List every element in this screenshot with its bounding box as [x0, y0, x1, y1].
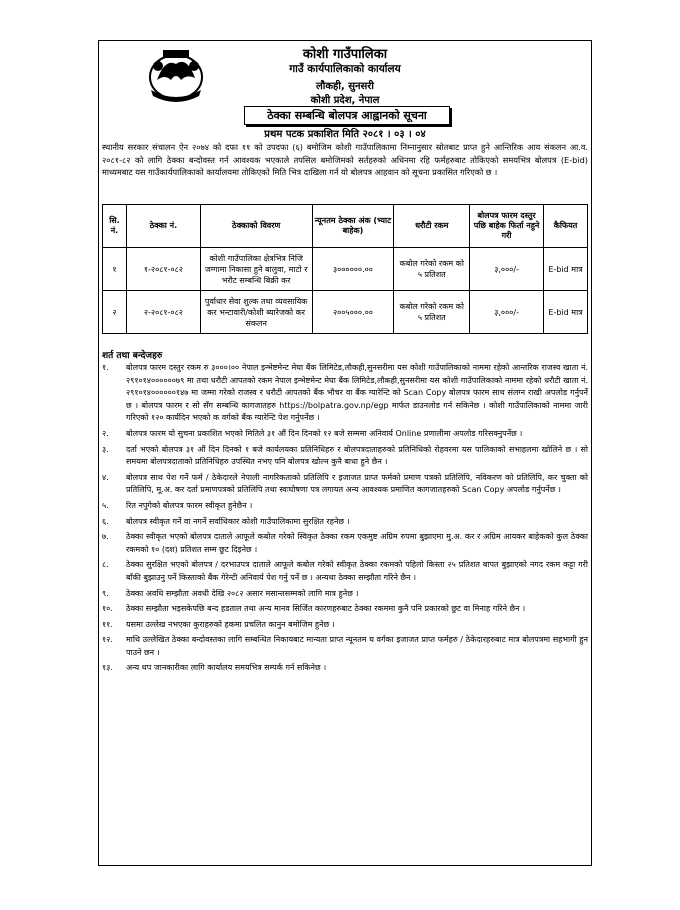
condition-item	[102, 362, 588, 425]
cell-remarks: E-bid मात्र	[544, 291, 588, 334]
condition-number: ६.	[102, 516, 109, 526]
condition-text: माथि उल्लेखित ठेक्का बन्दोवस्तका लागि सम्बन्धित निकायबाट मान्यता प्राप्त न्यूनतम घ वर्गका इजाजत प्राप्त फर्महरु / ठेकेदारहरुबाट मात्र बोलपत्रमा सहभागी हुन पाउने छन ।	[126, 635, 588, 657]
cell-min-amount: २००५०००.००	[312, 291, 394, 334]
table-row	[103, 291, 588, 334]
cell-sn: १	[103, 248, 127, 291]
cell-contract-no: २-२०८१-०८२	[126, 291, 200, 334]
col-header-form-fee: बोलपत्र फारम दस्तुर पछि बाहेक फिर्ता नहुने गरी	[470, 205, 544, 248]
cell-form-fee: ३,०००/-	[470, 291, 544, 334]
condition-text: बोलपत्र फारम दस्तुर रकम रु ३०००।०० नेपाल इन्भेष्टमेन्ट मेघा बैंक लिमिटेड,लौकही,सुनसरीमा यस कोशी गाउँपालिकाको नाममा रहेको आन्तरिक राजस्व खाता नं. २९१०१४००००००७९ मा तथा धरौटी आपतको रकम नेपाल इन्भेष्टमेन्ट मेघा बैंक लिमिटेड,लौकही,सुनसरीमा यस कोशी गाउँपालिकाको नाममा रहेको धरौटी खाता नं. २९१०१४००००००१४७ मा जम्मा गरेको राजस्व र धरौटी आपतको बैंक भौचर वा बैंक ग्यारेन्टि को Scan Copy बोलपत्र फारम साथ संलग्न राखी अपलोड गर्नुपर्ने छ । बोलपत्र फारम र सो सँग सम्बन्धि कागजातहरु https://bolpatra.gov.np/egp मार्फत डाउनलोड गर्न सकिनेछ । कोशी गाउँपालिकाको नाममा जारी गरिएको १२० कार्यदिन भएको क वर्गको बैंक ग्यारेन्टि पेश गर्नुपर्नेछ ।	[126, 363, 588, 423]
table-row	[103, 248, 588, 291]
col-header-min-amount: न्यूनतम ठेक्का अंक (भ्याट बाहेक)	[312, 205, 394, 248]
condition-item	[102, 500, 588, 513]
condition-text: बोलपत्र फारम यो सुचना प्रकाशित भएको मितिले ३१ औं दिन दिनको १२ बजे सम्ममा अनिवार्य Online प्रणालीमा अपलोड गरिसक्नुपर्नेछ ।	[126, 428, 523, 438]
condition-text: ठेक्का अवधि सम्झौता अवधी देखि २०८२ असार मसान्तसम्मको लागि मात्र हुनेछ ।	[126, 588, 359, 598]
condition-text: ठेक्का सुरक्षित भएको बोलपत्र / दरभाउपत्र दाताले आफूले कबोल गरेको स्वीकृत ठेक्का रकमको पहिलो किस्ता २५ प्रतिशत बापत बुझाएको नगद रकम कट्टा गरी बाँकी बुझाउनु पर्ने किस्ताको बैंक गेरेन्टी अनिवार्य पेश गर्नु पर्ने छ । अन्यथा ठेक्का सम्झौता गरिने छैन ।	[126, 560, 588, 582]
publication-date: प्रथम पटक प्रकाशित मिति २०८१ । ०३ । ०४	[264, 129, 426, 140]
condition-item	[102, 444, 588, 469]
condition-number: ८.	[102, 560, 109, 570]
conditions-list	[102, 362, 588, 678]
condition-text: यसमा उल्लेख नभएका कुराहरुको हकमा प्रचलित कानुन बमोजिम हुनेछ ।	[126, 619, 335, 629]
condition-number: ११.	[102, 619, 113, 629]
condition-number: २.	[102, 428, 109, 438]
col-header-description: ठेक्काको विवरण	[200, 205, 312, 248]
condition-text: अन्य थप जानकारीका लागि कार्यालय समयभित्र सम्पर्क गर्न सकिनेछ ।	[126, 663, 327, 673]
office-location: लौकही, सुनसरी	[316, 81, 374, 92]
condition-item	[102, 634, 588, 659]
condition-item	[102, 662, 588, 675]
contract-table	[102, 204, 588, 334]
condition-text: ठेक्का सम्झौता भइसकेपछि बन्द हडताल तथा अन्य मानव सिर्जित कारणहरुबाट ठेक्का रकममा कुनै पनि प्रकारको छुट वा मिनाह गरिने छैन ।	[126, 604, 526, 614]
cell-remarks: E-bid मात्र	[544, 248, 588, 291]
condition-number: १३.	[102, 663, 113, 673]
condition-item	[102, 428, 588, 441]
notice-title: ठेक्का सम्बन्धि बोलपत्र आह्वानको सूचना	[244, 106, 450, 125]
cell-deposit: कबोल गरेको रकम को ५ प्रतिशत	[394, 248, 470, 291]
intro-paragraph: स्थानीय सरकार संचालन ऐन २०७४ को दफा ११ को उपदफा (६) बमोजिम कोशी गाउँपालिकामा निम्नानुसार स्रोतबाट प्राप्त हुने आन्तिरिक आय संकलन आ.व. २०८१-८२ को लागि ठेक्का बन्दोवस्त गर्न आवश्यक भएकाले तपसिल बमोजिमको सर्तहरुको अधिनमा रहि फर्महरुबाट तोकिएको समयभित्र बोलपत्र (E-bid) माध्यमबाट यस गाउँकार्यपालिकाको कार्यालयमा तोकिएको मिति भित्र दाखिला गर्न यो बोलपत्र आहवान को सूचना प्रकासित गरिएको छ ।	[102, 142, 588, 177]
condition-item	[102, 531, 588, 556]
conditions-heading: शर्त तथा बन्देजहरु	[102, 351, 163, 361]
col-header-contract-no: ठेक्का नं.	[126, 205, 200, 248]
table-header-row	[103, 205, 588, 248]
cell-contract-no: १-२०८१-०८२	[126, 248, 200, 291]
office-unit: गाउँ कार्यपालिकाको कार्यालय	[289, 63, 401, 75]
col-header-remarks: कैफियत	[544, 205, 588, 248]
condition-number: ९.	[102, 588, 109, 598]
col-header-sn: सि. नं.	[103, 205, 127, 248]
cell-deposit: कबोल गरेको रकम को ५ प्रतिशत	[394, 291, 470, 334]
condition-item	[102, 559, 588, 584]
cell-sn: २	[103, 291, 127, 334]
condition-number: ३.	[102, 444, 109, 454]
condition-item	[102, 588, 588, 601]
condition-text: बोलपत्र साथ पेश गर्ने फर्म / ठेकेदारले नेपाली नागरिकताको प्रतिलिपि र इजाजत प्राप्त फर्मको प्रमाण पत्रको प्रतिलिपि, नविकरण को प्रतिलिपि, कर चुक्ता को प्रतिलिपि, मू.अ. कर दर्ता प्रमाणपत्रको प्रतिलिपि तथा स्वःघोषणा पत्र लगायत अन्य आवश्यक प्रमाणित कागजातहरुको Scan Copy अपलोड गर्नुपर्नेछ ।	[126, 472, 588, 495]
condition-text: रित नपुगेको बोलपत्र फारम स्वीकृत हुनेछैन ।	[126, 500, 253, 510]
condition-number: ७.	[102, 532, 109, 542]
condition-item	[102, 472, 588, 497]
cell-description: कोशी गाउँपालिका क्षेत्रभित्र निजि जग्गामा निकासा हुने बालुवा, माटो र भरौट सम्बन्धि बिक्री कर	[200, 248, 312, 291]
cell-min-amount: ३००००००.००	[312, 248, 394, 291]
cell-form-fee: ३,०००/-	[470, 248, 544, 291]
col-header-deposit: धरौटी रकम	[394, 205, 470, 248]
condition-number: १०.	[102, 604, 113, 614]
office-name: कोशी गाउँपालिका	[302, 47, 388, 62]
condition-item	[102, 603, 588, 616]
cell-description: पुर्वाधार सेवा शुल्क तथा व्यवसायिक कर भन्टावारी/कोशी ब्यारेजको कर संकलन	[200, 291, 312, 334]
condition-number: ४.	[102, 472, 109, 482]
condition-text: दर्ता भएको बोलपत्र ३१ औं दिन दिनको १ बजे कार्यलयका प्रतिनिधिहरु र बोलपत्रदाताहरुको प्रतिनिधिको रोहवरमा यस पालिकाको सभाहलमा खोलिने छ । सो समयमा बोलपत्रदाताको प्रतिनिधिहरु उपस्थित नभए पनि बोलपत्र खोल्न कुनै बाधा हुने छैन ।	[126, 444, 588, 467]
office-province: कोशी प्रदेश, नेपाल	[310, 95, 380, 106]
condition-item	[102, 619, 588, 632]
condition-text: बोलपत्र स्वीकृत गर्ने वा नगर्ने सर्वाधिकार कोशी गाउँपालिकामा सुरक्षित रहनेछ ।	[126, 516, 350, 526]
condition-text: ठेक्का स्वीकृत भएको बोलपत्र दाताले आफूले कबोल गरेको स्विकृत ठेक्का रकम एकमुष्ट अग्रिम रुपमा बुझाएमा मु.अ. कर र अग्रिम आयकर बाहेकको कुल ठेक्का रकमको १० (दश) प्रतिशत सम्म छुट दिइनेछ ।	[126, 532, 588, 554]
condition-number: १.	[102, 363, 109, 372]
condition-number: १२.	[102, 635, 113, 645]
condition-number: ५.	[102, 500, 109, 510]
condition-item	[102, 516, 588, 529]
